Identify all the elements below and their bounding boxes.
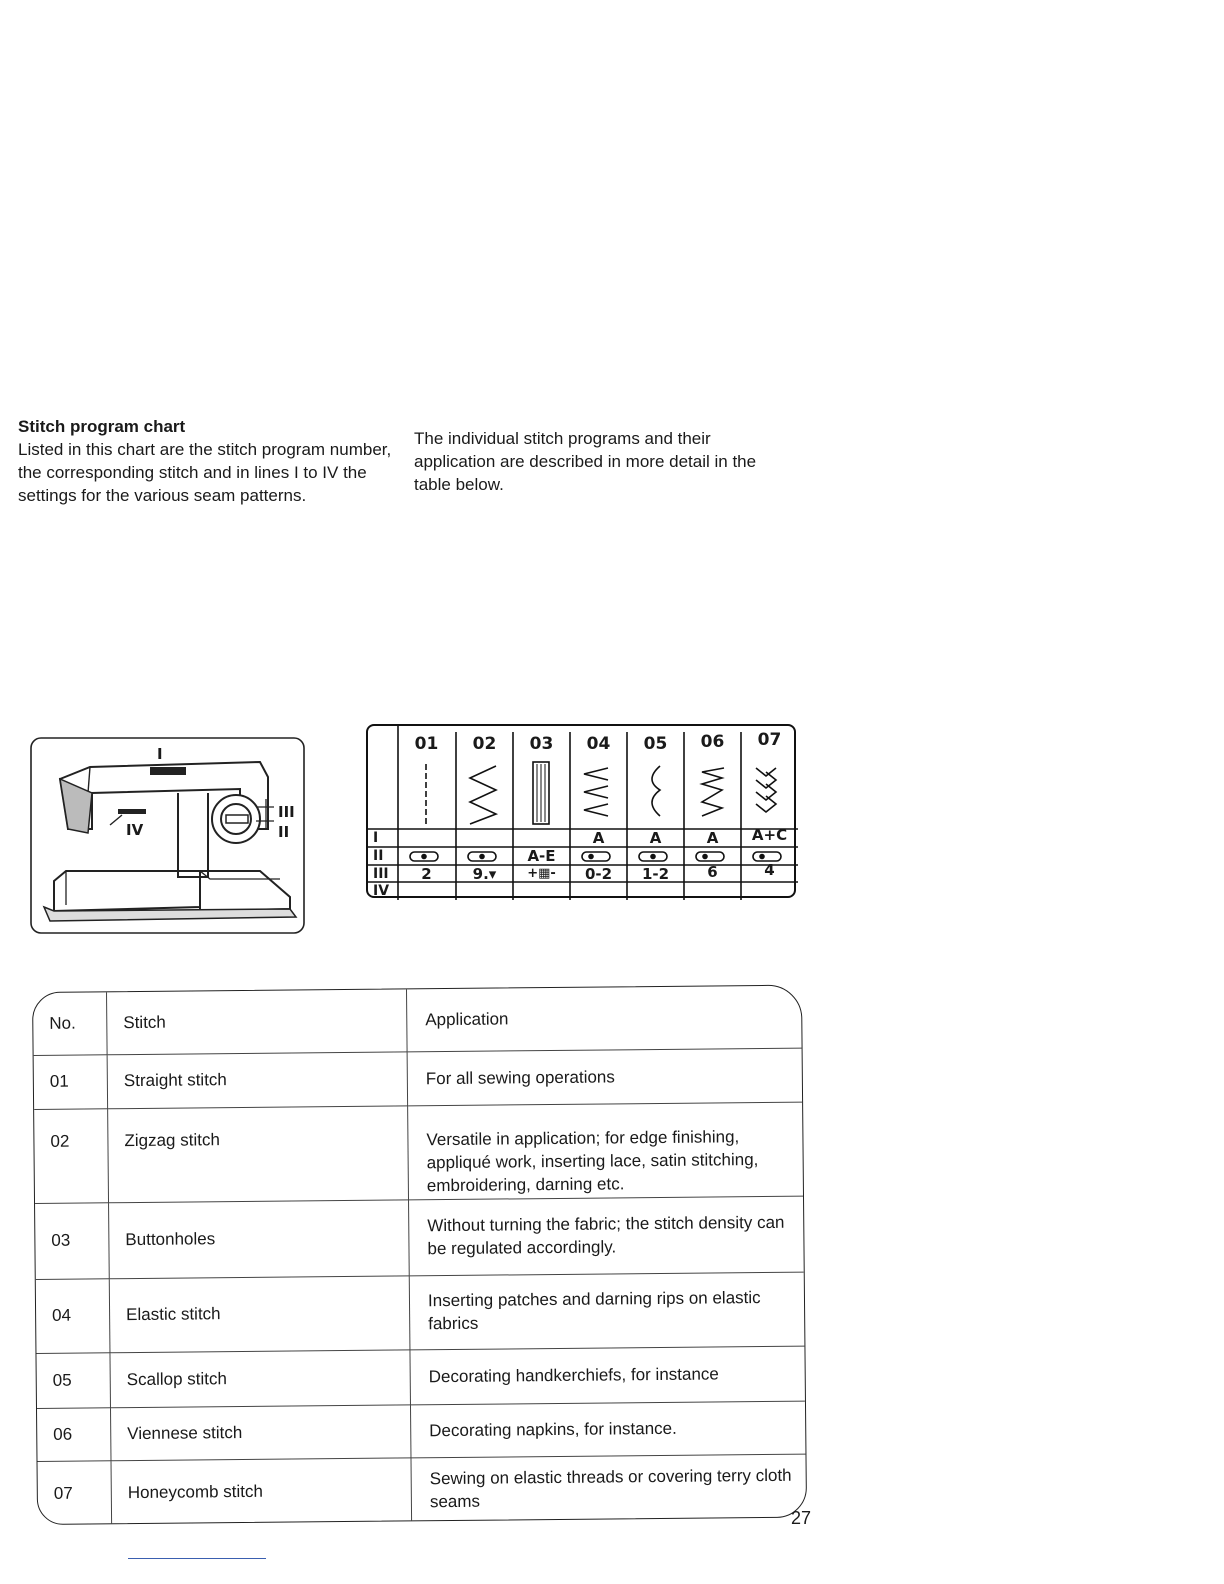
settings-row-label-iii: III (373, 866, 389, 882)
settings-column-04: 04 (586, 734, 611, 754)
table-row (34, 1048, 802, 1109)
row-iii-value-07: 4 (764, 861, 775, 879)
row-i-value-06: A (706, 829, 719, 847)
row-no: 02 (34, 1108, 108, 1203)
row-stitch: Straight stitch (107, 1051, 408, 1108)
sewing-machine-drawing (30, 737, 306, 935)
header-no: No. (33, 992, 107, 1055)
row-no: 04 (36, 1278, 110, 1353)
settings-column-01: 01 (414, 734, 439, 754)
row-no: 07 (38, 1460, 112, 1525)
row-application: Decorating napkins, for instance. (410, 1401, 805, 1458)
row-stitch: Buttonholes (109, 1199, 410, 1278)
table-row (34, 1102, 803, 1203)
row-stitch: Honeycomb stitch (111, 1457, 412, 1525)
settings-row-label-iv: IV (373, 883, 390, 899)
row-application: Without turning the fabric; the stitch density can be regulated accordingly. (409, 1196, 804, 1276)
header-application: Application (406, 986, 801, 1052)
row-application: Sewing on elastic threads or covering terry cloth seams (429, 1465, 792, 1511)
header-stitch: Stitch (107, 989, 408, 1054)
footer-rule (128, 1558, 266, 1559)
settings-row-label-i: I (373, 830, 379, 846)
row-stitch: Zigzag stitch (108, 1105, 409, 1202)
section-heading: Stitch program chart (18, 417, 186, 436)
table-row (35, 1196, 804, 1279)
row-stitch: Viennese stitch (110, 1404, 410, 1460)
row-i-value-05: A (649, 829, 662, 847)
row-no: 06 (37, 1407, 111, 1461)
page-number: 27 (791, 1508, 812, 1528)
stitch-settings-chart (366, 724, 796, 898)
row-application: Versatile in application; for edge finishing, appliqué work, inserting lace, satin stitching, embroidering, darning etc. (408, 1102, 803, 1200)
settings-column-03: 03 (529, 734, 554, 754)
settings-column-07: 07 (757, 730, 782, 750)
row-no: 01 (34, 1054, 108, 1109)
machine-label-dial-upper: III (278, 803, 295, 821)
row-iii-value-03: +▦- (527, 866, 556, 881)
machine-label-dial-lower: II (278, 823, 290, 841)
stitch-application-table (32, 985, 807, 1525)
row-stitch: Scallop stitch (110, 1349, 411, 1407)
table-row (36, 1272, 805, 1353)
row-no: 05 (36, 1352, 110, 1408)
row-iii-value-05: 1-2 (641, 865, 670, 883)
intro-right-paragraph: The individual stitch programs and their application are described in more detail in the table below. (414, 429, 757, 494)
settings-column-02: 02 (472, 734, 497, 754)
sewing-machine-illustration (30, 737, 306, 935)
row-iii-value-04: 0-2 (584, 865, 613, 883)
row-iii-value-02: 9.▾ (472, 865, 497, 883)
table-row (37, 1401, 805, 1461)
row-no: 03 (35, 1202, 109, 1279)
row-ii-value-03: A-E (527, 847, 556, 865)
stitch-table-grid (33, 986, 806, 1525)
row-i-value-04: A (592, 829, 605, 847)
settings-row-label-ii: II (373, 848, 384, 864)
row-i-value-07: A+C (751, 826, 788, 844)
settings-column-06: 06 (700, 732, 725, 752)
row-application: For all sewing operations (407, 1048, 802, 1106)
table-header-row (33, 986, 802, 1055)
machine-label-front: IV (126, 821, 144, 839)
row-iii-value-01: 2 (421, 865, 432, 883)
row-application: Inserting patches and darning rips on elastic fabrics (409, 1272, 804, 1350)
intro-left-column (18, 416, 398, 507)
machine-label-top: I (157, 745, 163, 763)
row-stitch: Elastic stitch (109, 1275, 410, 1352)
table-row (38, 1454, 807, 1525)
row-iii-value-06: 6 (707, 863, 718, 881)
table-row (36, 1346, 804, 1408)
intro-left-paragraph: Listed in this chart are the stitch program number, the corresponding stitch and in lines I to IV the settings for the various seam patterns. (18, 440, 392, 505)
row-application: Decorating handkerchiefs, for instance (410, 1346, 805, 1405)
settings-column-05: 05 (643, 734, 668, 754)
